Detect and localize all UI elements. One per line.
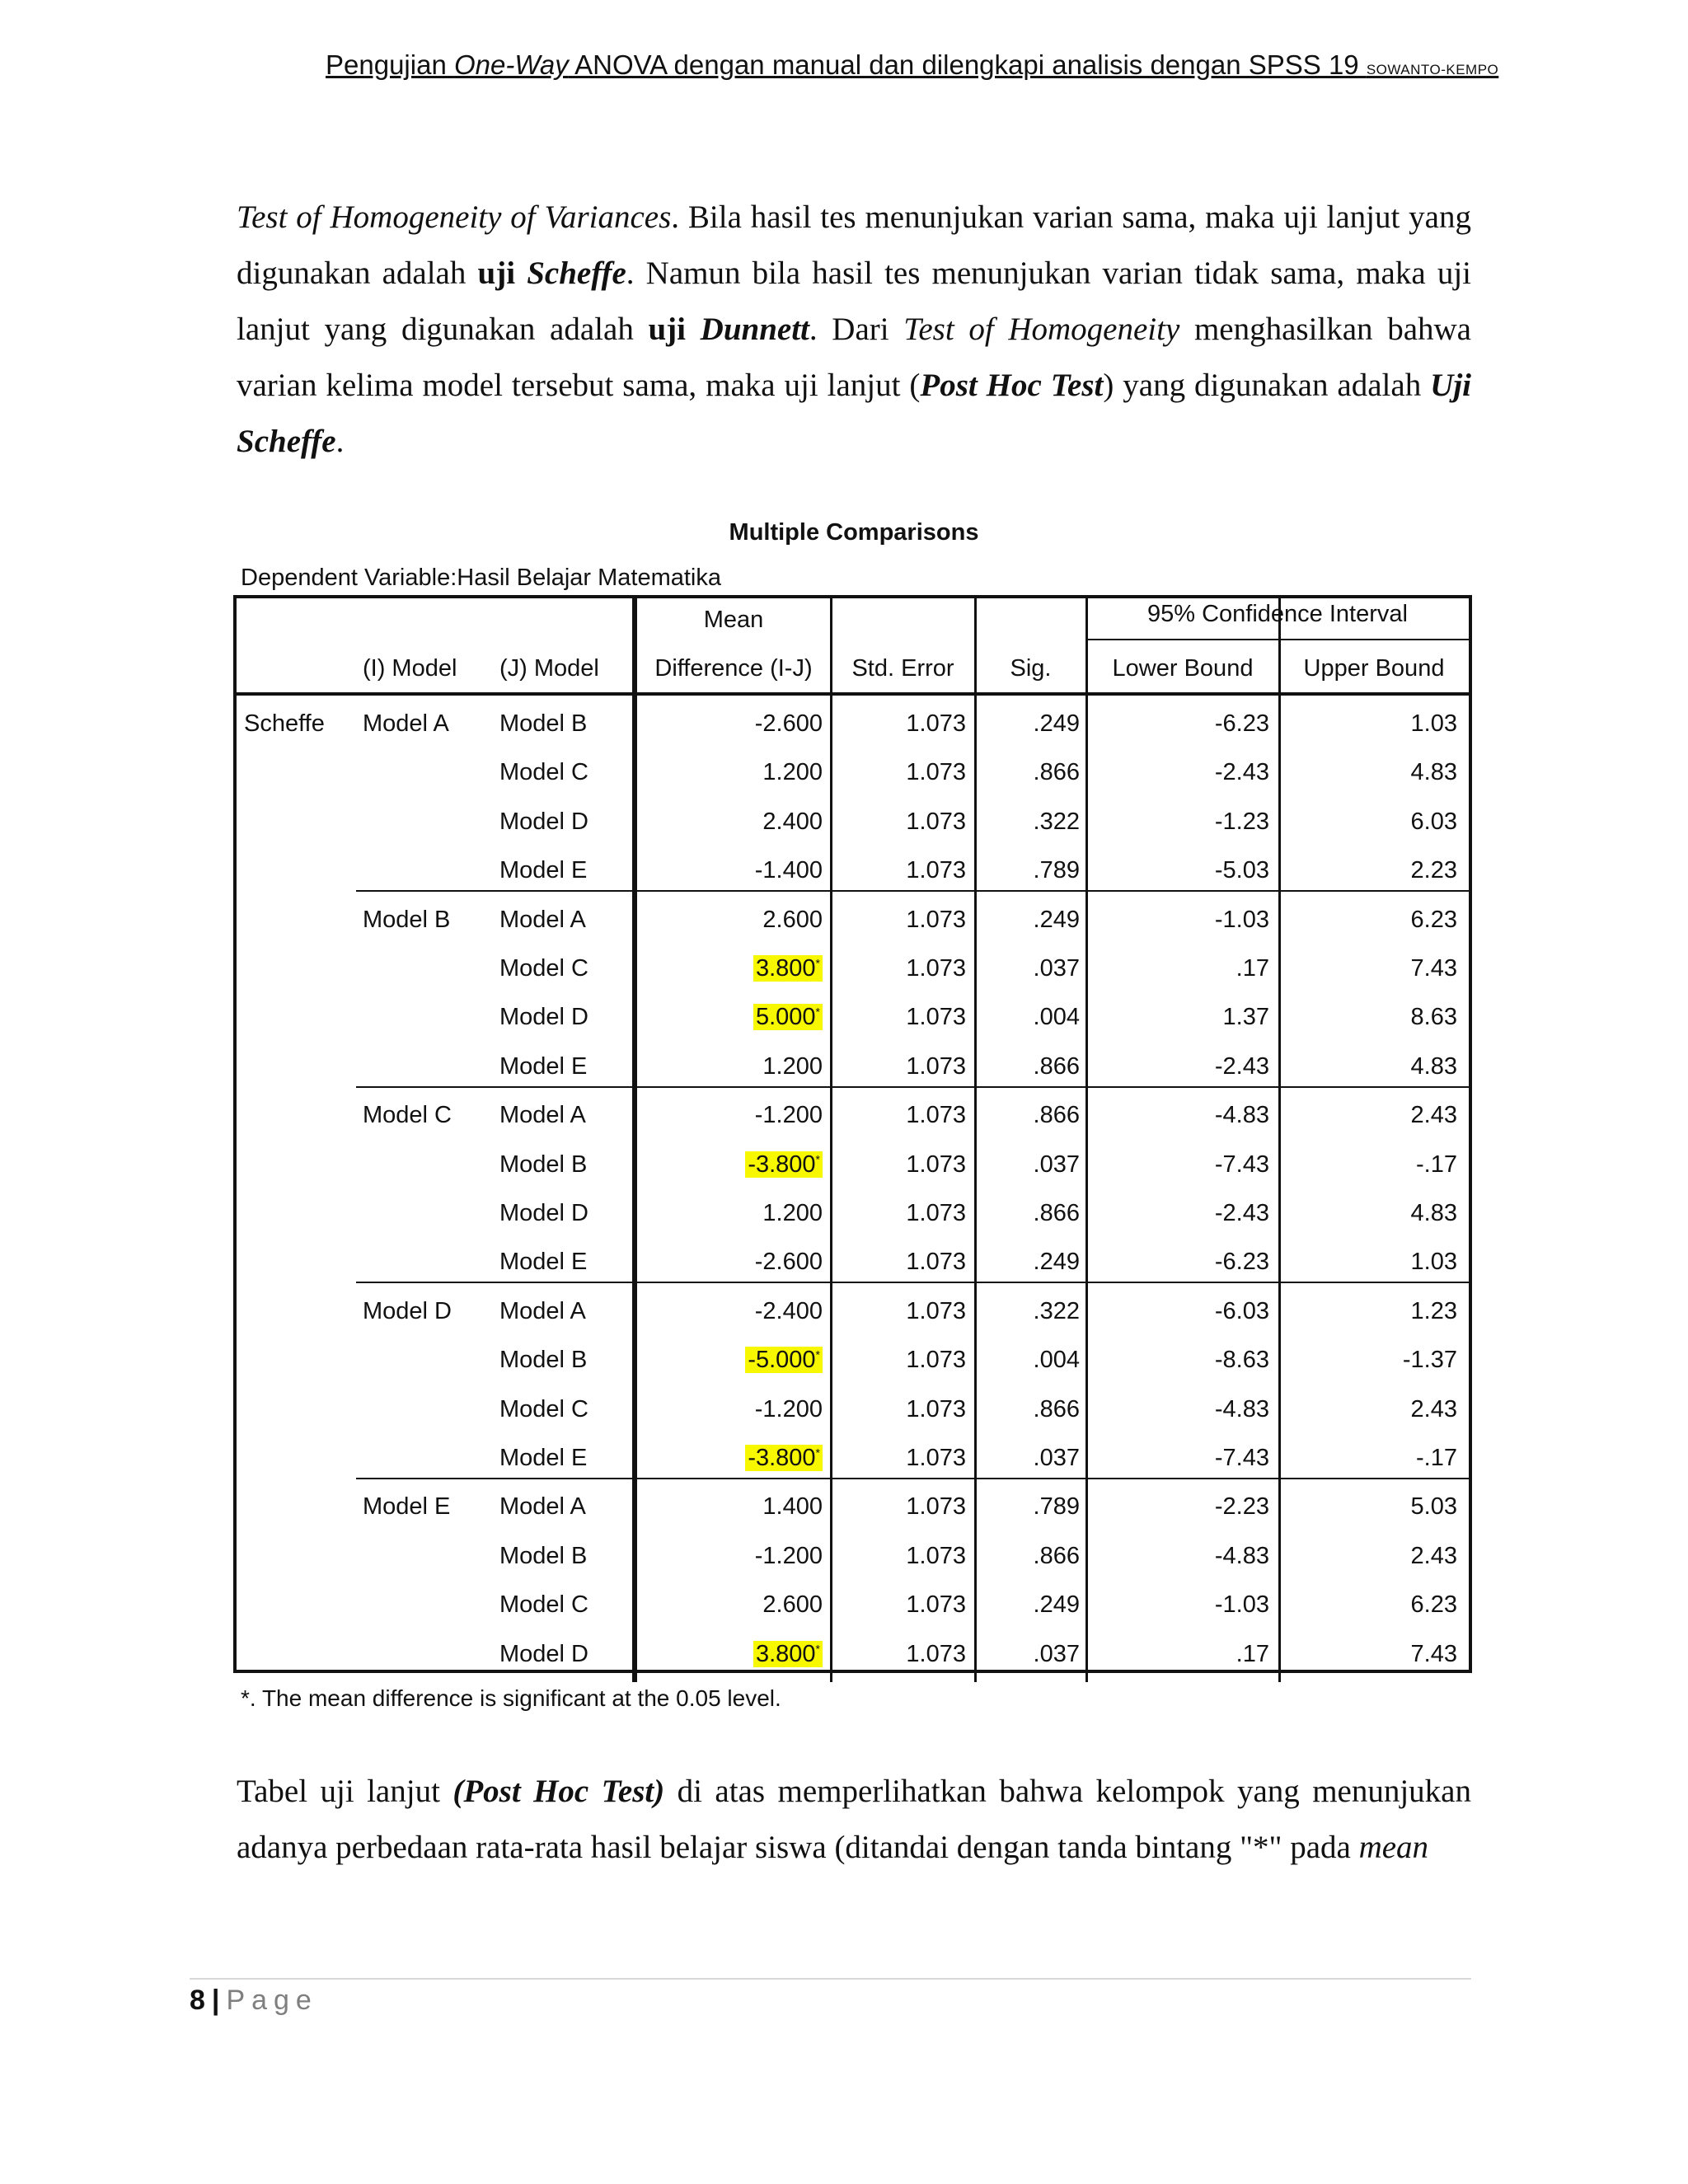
row-upper-bound: 4.83 (1410, 759, 1457, 786)
row-upper-bound: 4.83 (1410, 1052, 1457, 1080)
group-separator (356, 890, 1469, 892)
group-separator (356, 1478, 1469, 1479)
row-sig: .866 (1033, 1102, 1080, 1129)
header-mean-top: Mean (703, 607, 764, 633)
significance-star: * (815, 1347, 820, 1361)
row-mean-difference (755, 856, 823, 884)
page-footer (190, 1985, 318, 2017)
table-title: Multiple Comparisons (729, 519, 979, 546)
method-label: Scheffe (244, 710, 325, 737)
intro-term-uji-scheffe: Uji Scheffe (237, 368, 1471, 459)
row-mean-difference (753, 954, 823, 982)
row-j-model: Model C (499, 955, 588, 982)
table-vline-2 (974, 595, 977, 1682)
page-word: Page (226, 1985, 318, 2016)
significant-mean-difference: 3.800* (753, 955, 823, 982)
row-lower-bound: -5.03 (1214, 857, 1269, 884)
row-upper-bound: 1.03 (1410, 710, 1457, 737)
footer-rule (190, 1978, 1471, 1980)
header-ci: 95% Confidence Interval (1147, 601, 1408, 627)
row-mean-difference (745, 1151, 823, 1179)
row-lower-bound: .17 (1236, 955, 1269, 982)
row-j-model: Model A (499, 1297, 586, 1324)
row-std-error: 1.073 (906, 710, 966, 737)
significant-mean-difference: -3.800* (745, 1151, 823, 1178)
row-lower-bound: -2.43 (1214, 1200, 1269, 1226)
row-lower-bound: 1.37 (1222, 1004, 1269, 1031)
intro-bold-uji-2: uji (648, 312, 686, 347)
row-mean-difference (753, 1003, 823, 1031)
row-lower-bound: -7.43 (1214, 1151, 1269, 1178)
row-upper-bound: 2.43 (1410, 1542, 1457, 1569)
row-sig: .037 (1033, 1640, 1080, 1667)
header-upper-bound: Upper Bound (1303, 655, 1445, 682)
row-mean-difference (762, 1493, 823, 1521)
header-lower-bound: Lower Bound (1112, 655, 1254, 682)
row-sig: .037 (1033, 1445, 1080, 1471)
row-sig: .037 (1033, 1151, 1080, 1178)
row-j-model: Model A (499, 906, 586, 933)
intro-text-6: . (335, 424, 345, 459)
row-std-error: 1.073 (906, 1493, 966, 1521)
row-upper-bound: 2.43 (1410, 1102, 1457, 1129)
row-mean-difference (755, 1542, 823, 1570)
significance-star: * (815, 956, 820, 970)
row-sig: .866 (1033, 1052, 1080, 1080)
row-j-model: Model E (499, 1249, 588, 1276)
row-lower-bound: -6.23 (1214, 710, 1269, 737)
row-upper-bound: -.17 (1416, 1445, 1457, 1471)
row-j-model: Model C (499, 759, 588, 786)
intro-text-4: menghasilkan bahwa varian kelima model tersebut sama, maka uji lanjut ( (237, 312, 1471, 403)
row-upper-bound: 2.43 (1410, 1395, 1457, 1422)
row-i-model: Model E (363, 1493, 451, 1521)
significance-star: * (815, 1151, 820, 1165)
row-lower-bound: -1.03 (1214, 906, 1269, 933)
row-upper-bound: 6.23 (1410, 1591, 1457, 1619)
row-lower-bound: -6.03 (1214, 1297, 1269, 1324)
row-i-model: Model D (363, 1297, 452, 1324)
row-upper-bound: 7.43 (1410, 955, 1457, 982)
row-lower-bound: .17 (1236, 1640, 1269, 1667)
row-sig: .322 (1033, 808, 1080, 835)
row-j-model: Model B (499, 1151, 588, 1178)
row-std-error: 1.073 (906, 1395, 966, 1422)
row-sig: .004 (1033, 1347, 1080, 1374)
row-lower-bound: -2.23 (1214, 1493, 1269, 1521)
row-std-error: 1.073 (906, 1445, 966, 1471)
row-lower-bound: -8.63 (1214, 1347, 1269, 1374)
header-std-error: Std. Error (851, 655, 954, 682)
row-sig: .249 (1033, 906, 1080, 933)
row-mean-difference (762, 1199, 823, 1227)
header-j-model: (J) Model (499, 655, 599, 682)
row-std-error: 1.073 (906, 759, 966, 786)
row-std-error: 1.073 (906, 1102, 966, 1129)
row-j-model: Model E (499, 1445, 588, 1471)
significant-mean-difference: -5.000* (745, 1347, 823, 1373)
mean-difference-value: -2.400 (754, 1297, 823, 1324)
ci-header-rule (1086, 639, 1469, 640)
intro-text-3: . Dari (809, 312, 904, 347)
header-i-model: (I) Model (363, 655, 457, 682)
row-mean-difference (755, 1395, 823, 1423)
mean-difference-value: 2.600 (762, 906, 823, 933)
row-lower-bound: -6.23 (1214, 1249, 1269, 1276)
mean-difference-value: 1.200 (762, 1200, 823, 1226)
row-j-model: Model B (499, 1542, 588, 1569)
row-j-model: Model C (499, 1395, 588, 1422)
significant-mean-difference: 3.800* (753, 1641, 823, 1667)
footer-separator: | (211, 1985, 220, 2016)
row-j-model: Model E (499, 1052, 588, 1080)
row-j-model: Model D (499, 808, 588, 835)
row-j-model: Model A (499, 1102, 586, 1129)
outro-text-2: di atas memperlihatkan bahwa kelompok yang menunjukan adanya perbedaan rata-rata hasil belajar siswa (ditandai dengan tanda bintang "*" pada (237, 1774, 1471, 1865)
row-mean-difference (755, 1248, 823, 1276)
intro-text-1: . Bila hasil tes menunjukan varian sama, maka uji lanjut yang digunakan adalah (237, 199, 1471, 291)
intro-term-scheffe: Scheffe (527, 255, 626, 291)
header-pre: Pengujian (326, 49, 454, 80)
mean-difference-value: 2.600 (762, 1591, 823, 1619)
row-mean-difference (762, 1052, 823, 1080)
row-j-model: Model B (499, 1347, 588, 1374)
row-std-error: 1.073 (906, 1052, 966, 1080)
row-mean-difference (762, 906, 823, 934)
row-sig: .249 (1033, 1591, 1080, 1619)
row-j-model: Model E (499, 857, 588, 884)
header-author: SOWANTO-KEMPO (1366, 62, 1499, 77)
row-std-error: 1.073 (906, 1200, 966, 1226)
intro-bold-uji-1: uji (477, 255, 516, 291)
row-j-model: Model D (499, 1004, 588, 1031)
row-sig: .866 (1033, 759, 1080, 786)
row-upper-bound: 2.23 (1410, 857, 1457, 884)
significance-star: * (815, 1005, 820, 1019)
row-std-error: 1.073 (906, 955, 966, 982)
significance-star: * (815, 1641, 820, 1655)
row-sig: .866 (1033, 1395, 1080, 1422)
header-bottom-rule (233, 692, 1472, 696)
row-mean-difference (762, 1591, 823, 1619)
mean-difference-value: 1.200 (762, 1052, 823, 1080)
row-upper-bound: 7.43 (1410, 1640, 1457, 1667)
row-upper-bound: 6.03 (1410, 808, 1457, 835)
row-upper-bound: 1.03 (1410, 1249, 1457, 1276)
row-lower-bound: -4.83 (1214, 1395, 1269, 1422)
header-italic: One-Way (453, 49, 569, 80)
mean-difference-value: 1.200 (762, 759, 823, 786)
outro-paragraph (237, 1764, 1471, 1876)
row-mean-difference (745, 1444, 823, 1472)
row-lower-bound: -1.23 (1214, 808, 1269, 835)
mean-difference-value: -2.600 (754, 1249, 823, 1276)
row-j-model: Model D (499, 1200, 588, 1226)
row-lower-bound: -2.43 (1214, 759, 1269, 786)
row-std-error: 1.073 (906, 1591, 966, 1619)
row-mean-difference (755, 710, 823, 738)
row-lower-bound: -1.03 (1214, 1591, 1269, 1619)
mean-difference-value: -1.200 (754, 1542, 823, 1569)
intro-term-test-homogeneity: Test of Homogeneity (903, 312, 1180, 347)
intro-text-2: . Namun bila hasil tes menunjukan varian tidak sama, maka uji lanjut yang digunakan adalah (237, 255, 1471, 347)
intro-paragraph (237, 190, 1471, 470)
significant-mean-difference: -3.800* (745, 1445, 823, 1471)
group-separator (356, 1086, 1469, 1088)
row-mean-difference (745, 1346, 823, 1374)
significant-mean-difference: 5.000* (753, 1004, 823, 1030)
row-lower-bound: -4.83 (1214, 1102, 1269, 1129)
row-std-error: 1.073 (906, 906, 966, 933)
mean-difference-value: -1.200 (754, 1102, 823, 1129)
running-header (326, 49, 1499, 81)
row-mean-difference (755, 1101, 823, 1129)
table-vline-4 (1278, 595, 1281, 1682)
mean-difference-value: -1.400 (754, 857, 823, 884)
row-std-error: 1.073 (906, 857, 966, 884)
row-sig: .866 (1033, 1542, 1080, 1569)
row-sig: .789 (1033, 857, 1080, 884)
row-mean-difference (762, 808, 823, 836)
intro-term-homogeneity: Test of Homogeneity of Variances (237, 199, 672, 235)
mean-difference-value: -2.600 (754, 710, 823, 737)
row-j-model: Model B (499, 710, 588, 737)
row-upper-bound: 1.23 (1410, 1297, 1457, 1324)
row-lower-bound: -2.43 (1214, 1052, 1269, 1080)
row-upper-bound: 8.63 (1410, 1004, 1457, 1031)
row-std-error: 1.073 (906, 1347, 966, 1374)
row-lower-bound: -4.83 (1214, 1542, 1269, 1569)
mean-difference-value: 2.400 (762, 808, 823, 835)
row-upper-bound: -.17 (1416, 1151, 1457, 1178)
row-sig: .322 (1033, 1297, 1080, 1324)
row-sig: .249 (1033, 1249, 1080, 1276)
row-upper-bound: -1.37 (1402, 1347, 1457, 1374)
row-std-error: 1.073 (906, 1249, 966, 1276)
intro-term-posthoc: Post Hoc Test (920, 368, 1104, 403)
row-std-error: 1.073 (906, 1640, 966, 1667)
outro-text-1: Tabel uji lanjut (237, 1774, 453, 1809)
intro-term-dunnett: Dunnett (700, 312, 809, 347)
row-upper-bound: 4.83 (1410, 1200, 1457, 1226)
row-sig: .037 (1033, 955, 1080, 982)
header-mean-bottom: Difference (I-J) (654, 655, 813, 682)
table-footnote: *. The mean difference is significant at the 0.05 level. (241, 1685, 781, 1711)
row-i-model: Model C (363, 1102, 452, 1129)
group-separator (356, 1282, 1469, 1283)
outro-term-mean: mean (1358, 1830, 1429, 1865)
row-sig: .866 (1033, 1200, 1080, 1226)
mean-difference-value: 1.400 (762, 1493, 823, 1521)
row-std-error: 1.073 (906, 808, 966, 835)
row-std-error: 1.073 (906, 1542, 966, 1569)
header-sig: Sig. (1010, 655, 1052, 682)
row-upper-bound: 6.23 (1410, 906, 1457, 933)
dependent-variable: Dependent Variable:Hasil Belajar Matematika (241, 565, 721, 591)
row-i-model: Model B (363, 906, 451, 933)
table-vline-3 (1085, 595, 1088, 1682)
row-j-model: Model D (499, 1640, 588, 1667)
row-mean-difference (753, 1640, 823, 1668)
outro-term-posthoc: (Post Hoc Test) (452, 1774, 665, 1809)
row-std-error: 1.073 (906, 1297, 966, 1324)
row-std-error: 1.073 (906, 1004, 966, 1031)
row-j-model: Model C (499, 1591, 588, 1619)
intro-text-5: ) yang digunakan adalah (1103, 368, 1431, 403)
row-sig: .249 (1033, 710, 1080, 737)
table-vline-1 (830, 595, 832, 1682)
header-post: ANOVA dengan manual dan dilengkapi analisis dengan SPSS 19 (568, 49, 1367, 80)
page-number: 8 (190, 1985, 205, 2016)
mean-difference-value: -1.200 (754, 1395, 823, 1422)
row-std-error: 1.073 (906, 1151, 966, 1178)
row-lower-bound: -7.43 (1214, 1445, 1269, 1471)
row-sig: .789 (1033, 1493, 1080, 1521)
row-i-model: Model A (363, 710, 449, 737)
significance-star: * (815, 1446, 820, 1460)
row-j-model: Model A (499, 1493, 586, 1521)
row-mean-difference (762, 758, 823, 786)
row-sig: .004 (1033, 1004, 1080, 1031)
row-mean-difference (755, 1297, 823, 1325)
table-vline-0 (632, 595, 637, 1682)
row-upper-bound: 5.03 (1410, 1493, 1457, 1521)
